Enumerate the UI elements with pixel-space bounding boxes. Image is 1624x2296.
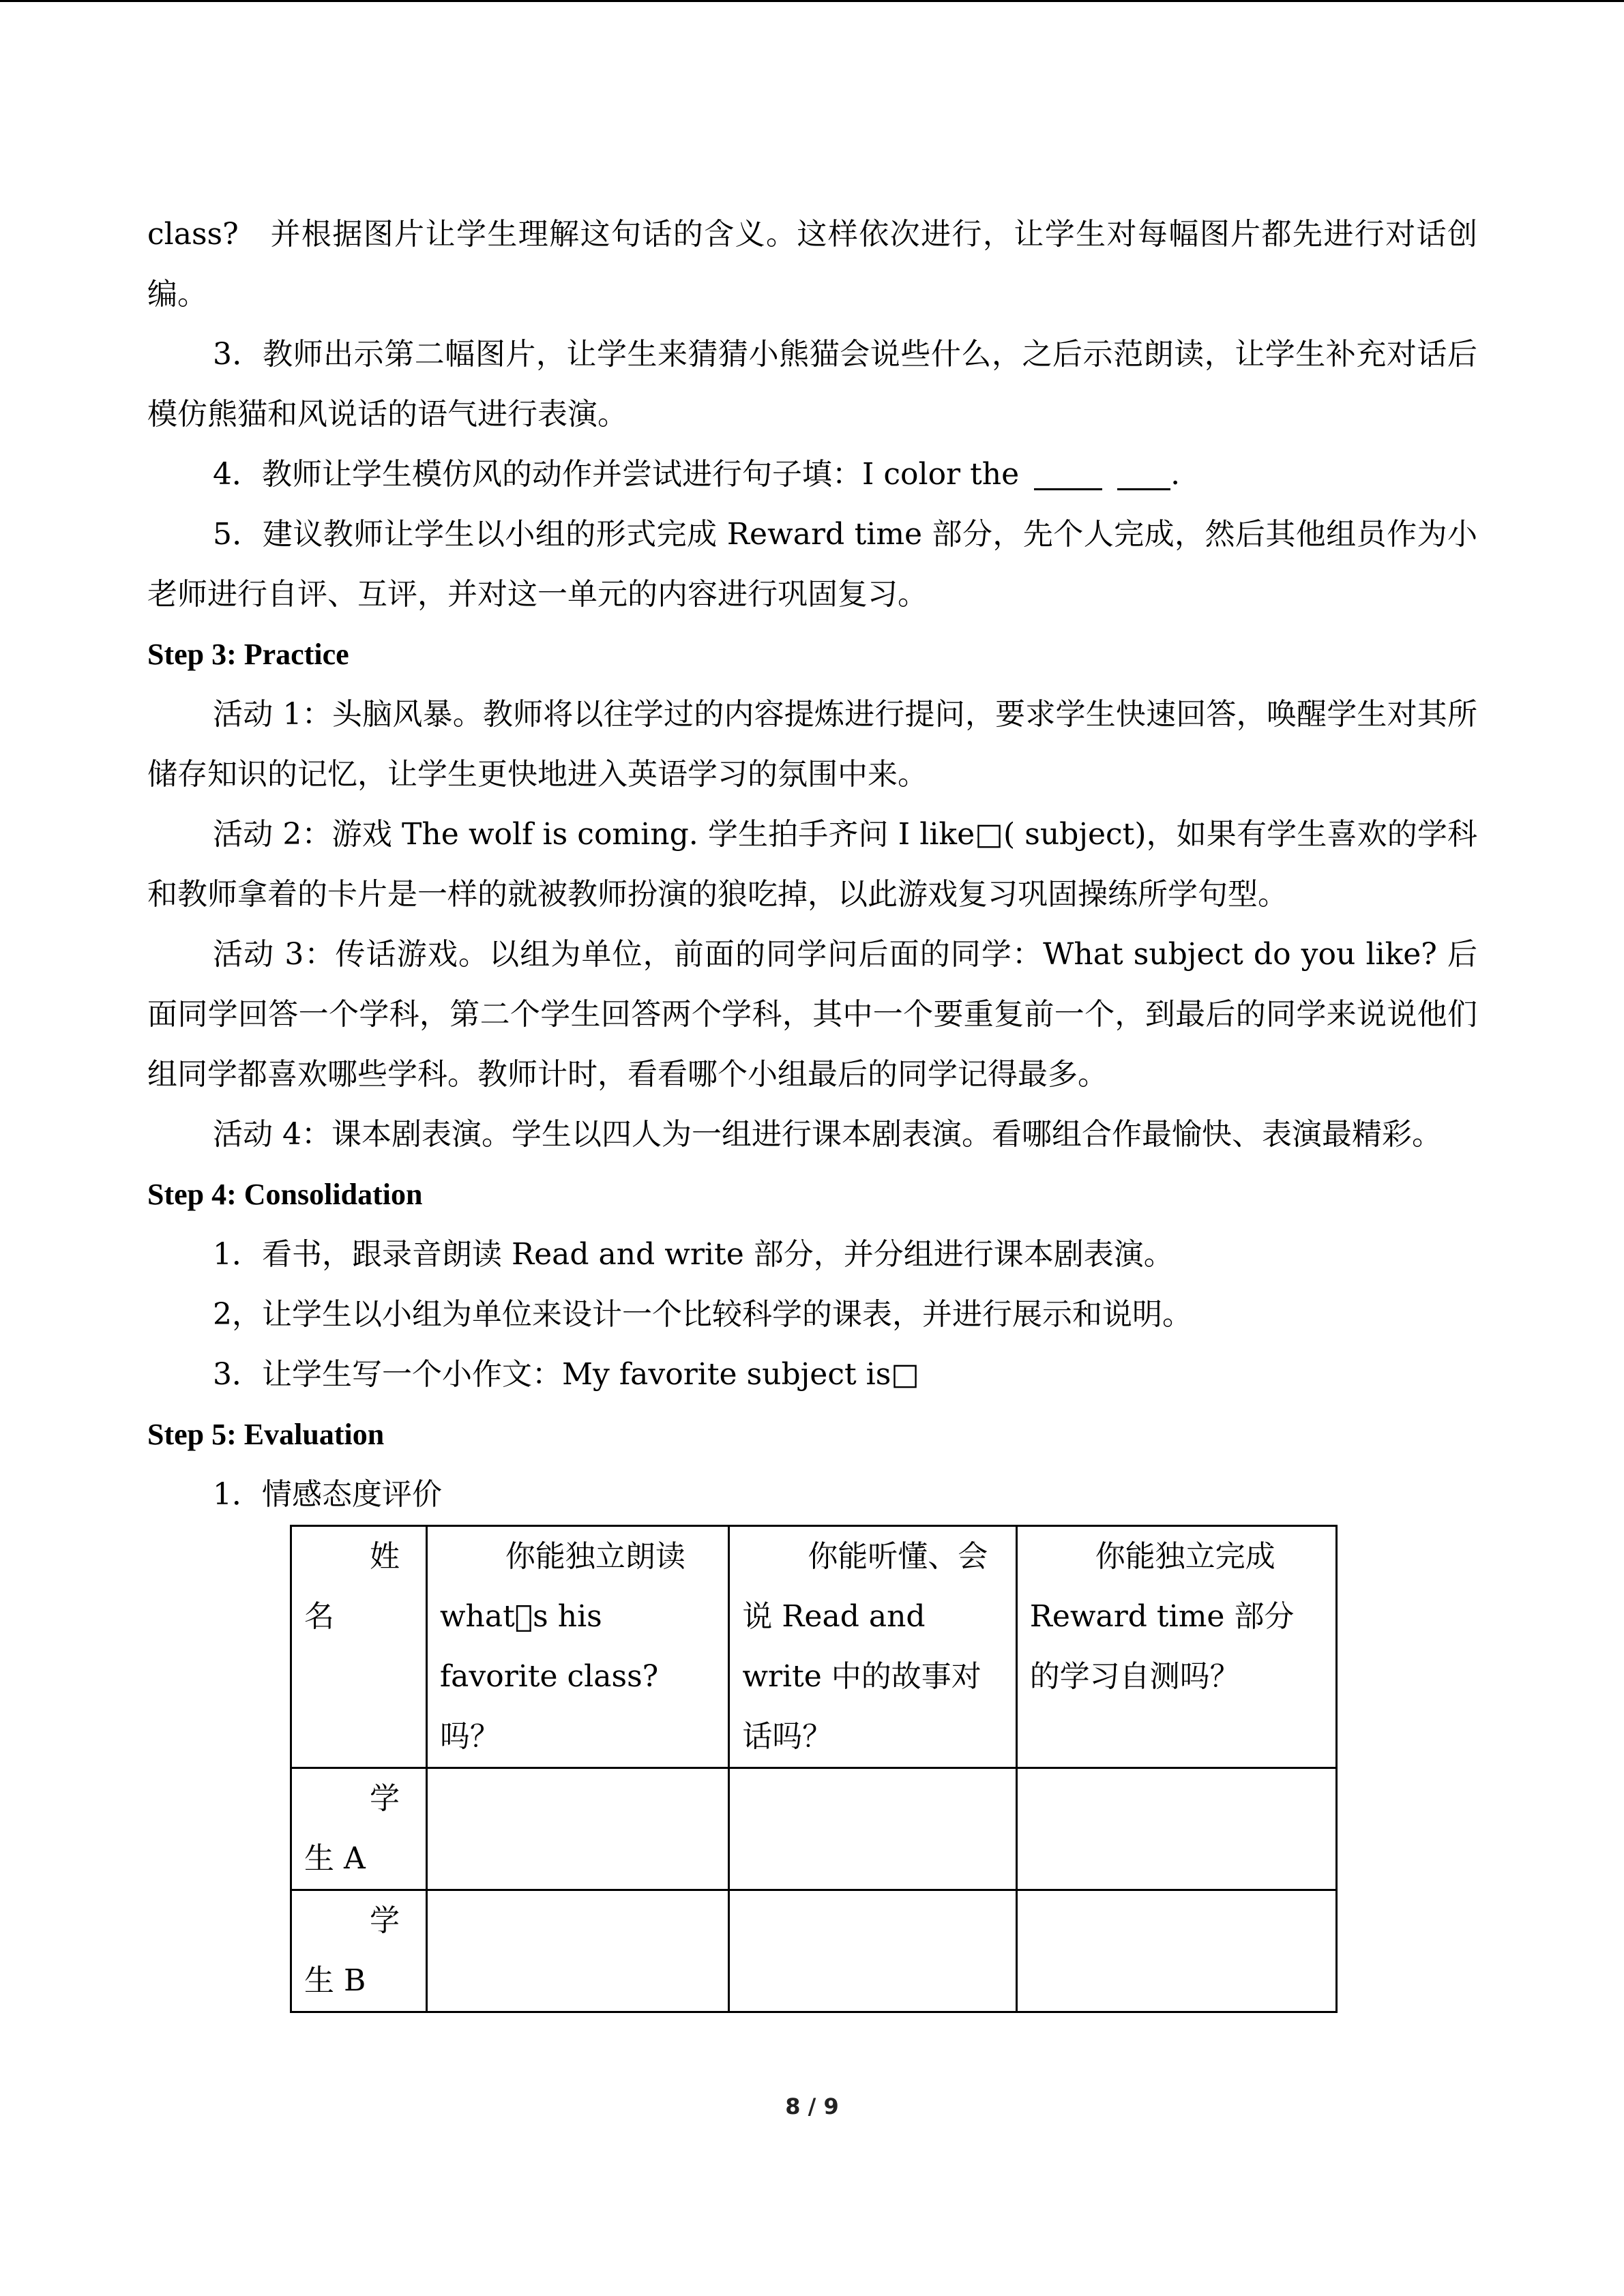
evaluation-table (290, 1525, 1338, 2013)
student-name-cell: 学生 B (291, 1890, 427, 2012)
table-row (291, 1890, 1337, 2012)
document-body (147, 205, 1477, 2013)
header-name: 姓名 (291, 1526, 427, 1768)
table-cell (729, 1890, 1016, 2012)
evaluation-item-1: 1．情感态度评价 (213, 1477, 442, 1512)
paragraph-item-4 (147, 445, 1477, 505)
header-read-aloud: 你能独立朗读 what⃞s his favorite class? 吗？ (426, 1526, 728, 1768)
paragraph-item-4-text: 4．教师让学生模仿风的动作并尝试进行句子填：I color the (213, 457, 1020, 492)
top-border-line (0, 0, 1624, 2)
consolidation-item-1: 1．看书，跟录音朗读 Read and write 部分，并分组进行课本剧表演。 (213, 1237, 1174, 1272)
student-name-cell: 学生 A (291, 1768, 427, 1890)
table-cell (426, 1890, 728, 2012)
table-cell (1016, 1890, 1336, 2012)
header-self-test: 你能独立完成 Reward time 部分的学习自测吗？ (1016, 1526, 1336, 1768)
paragraph-item-3: 3．教师出示第二幅图片，让学生来猜猜小熊猫会说些什么，之后示范朗读，让学生补充对话后模仿熊猫和风说话的语气进行表演。 (147, 337, 1477, 432)
activity-3: 活动 3：传话游戏。以组为单位，前面的同学问后面的同学：What subject do you like? 后面同学回答一个学科，第二个学生回答两个学科，其中一个要重复前一个，到最后的同学来说说他们组同学都喜欢哪些学科。教师计时，看看哪个小组最后的同学记得最多。 (147, 937, 1477, 1092)
activity-4: 活动 4：课本剧表演。学生以四人为一组进行课本剧表演。看哪组合作最愉快、表演最精彩。 (213, 1117, 1442, 1152)
step-4-heading: Step 4: Consolidation (147, 1178, 423, 1211)
paragraph-continuation: class? 并根据图片让学生理解这句话的含义。这样依次进行，让学生对每幅图片都先进行对话创编。 (147, 217, 1477, 312)
table-cell (426, 1768, 728, 1890)
paragraph-item-5: 5．建议教师让学生以小组的形式完成 Reward time 部分，先个人完成，然后其他组员作为小老师进行自评、互评，并对这一单元的内容进行巩固复习。 (147, 517, 1477, 612)
activity-1: 活动 1：头脑风暴。教师将以往学过的内容提炼进行提问，要求学生快速回答，唤醒学生对其所储存知识的记忆，让学生更快地进入英语学习的氛围中来。 (147, 697, 1477, 792)
fill-blank-2 (1117, 461, 1170, 490)
table-row (291, 1768, 1337, 1890)
activity-2: 活动 2：游戏 The wolf is coming. 学生拍手齐问 I like□( subject)，如果有学生喜欢的学科和教师拿着的卡片是一样的就被教师扮演的狼吃掉，以此游戏复习巩固操练所学句型。 (147, 817, 1477, 912)
table-cell (729, 1768, 1016, 1890)
step-3-heading: Step 3: Practice (147, 638, 349, 671)
paragraph-item-4-period: . (1170, 457, 1181, 492)
table-header-row (291, 1526, 1337, 1768)
step-5-heading: Step 5: Evaluation (147, 1418, 385, 1451)
header-understand-story: 你能听懂、会说 Read and write 中的故事对话吗？ (729, 1526, 1016, 1768)
fill-blank-1 (1034, 461, 1102, 490)
page-number: 8 / 9 (785, 2093, 839, 2119)
consolidation-item-2: 2，让学生以小组为单位来设计一个比较科学的课表，并进行展示和说明。 (213, 1297, 1192, 1332)
table-cell (1016, 1768, 1336, 1890)
consolidation-item-3: 3．让学生写一个小作文：My favorite subject is□ (213, 1357, 919, 1392)
